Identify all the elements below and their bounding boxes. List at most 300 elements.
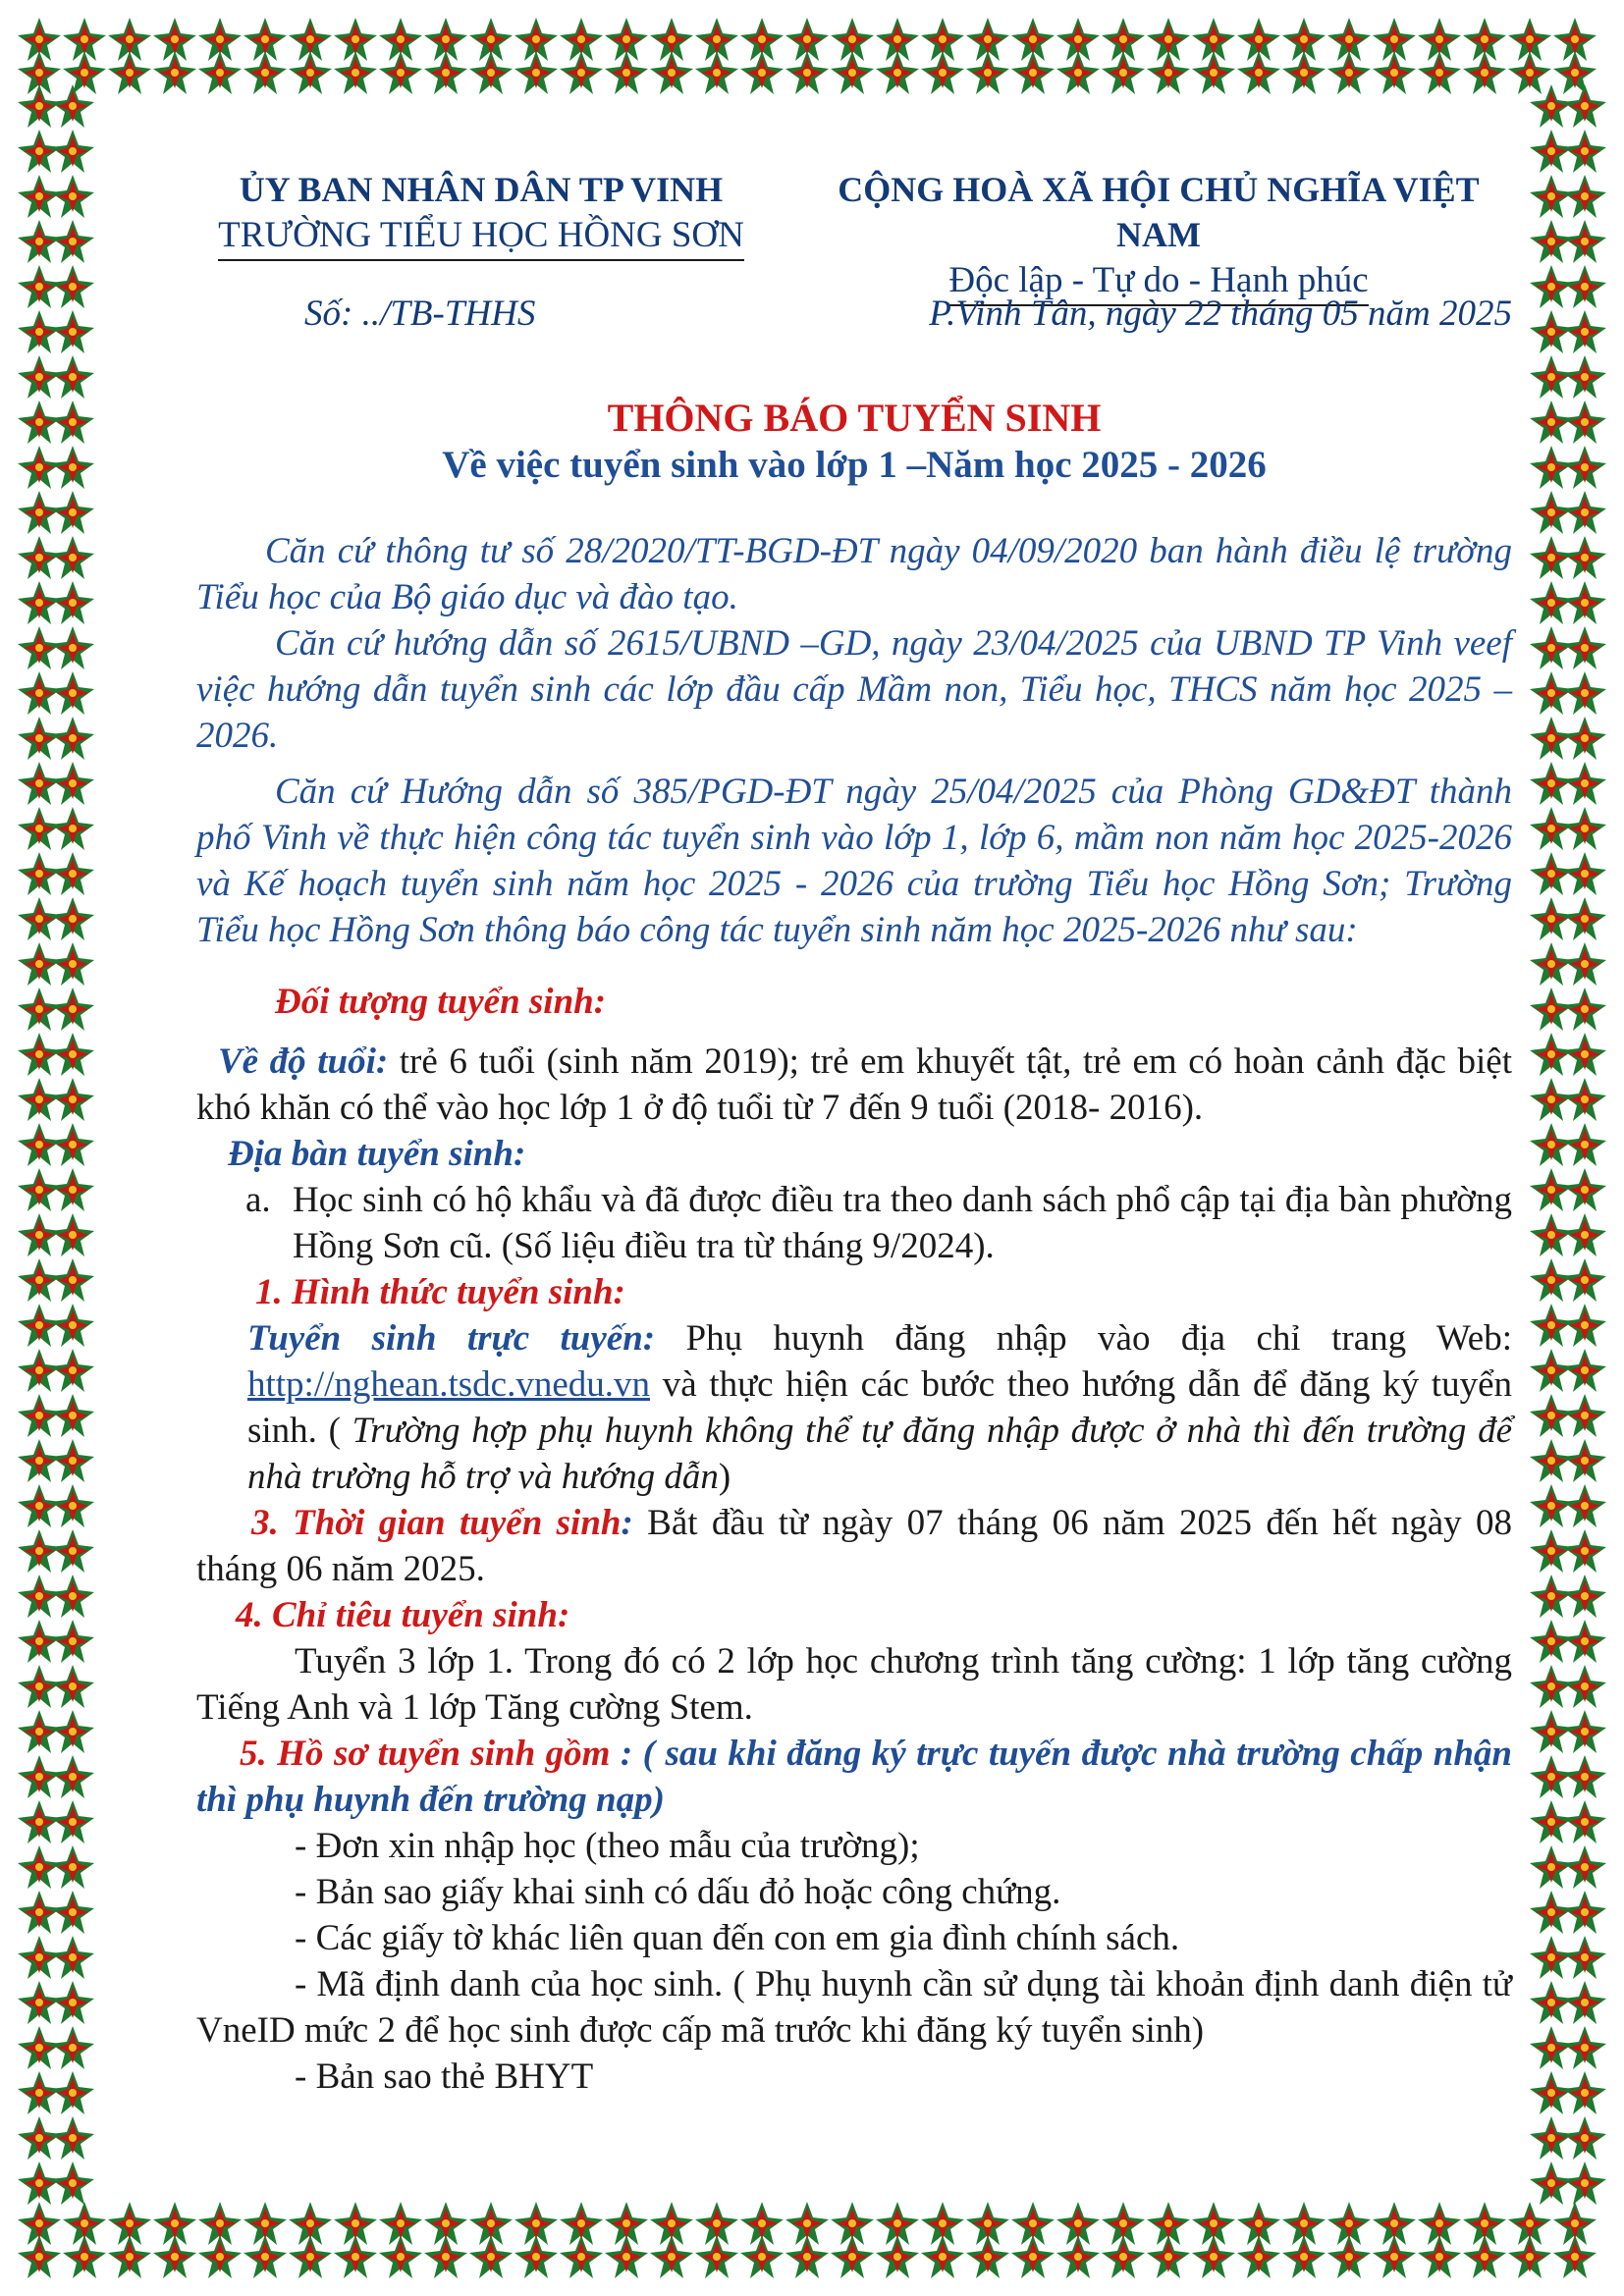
border-flower-icon	[1563, 1891, 1606, 1934]
border-flower-icon	[1508, 2235, 1551, 2278]
border-flower-icon	[1563, 175, 1606, 218]
border-flower-icon	[1563, 897, 1606, 940]
border-flower-icon	[921, 2202, 964, 2245]
border-flower-icon	[1553, 2202, 1597, 2245]
border-flower-icon	[831, 2235, 874, 2278]
border-flower-icon	[1530, 2026, 1573, 2069]
border-flower-icon	[51, 762, 94, 805]
border-flower-icon	[18, 1168, 61, 1211]
border-flower-icon	[1563, 807, 1606, 850]
border-flower-icon	[740, 2202, 784, 2245]
border-flower-icon	[1563, 1213, 1606, 1256]
border-flower-icon	[51, 175, 94, 218]
border-flower-icon	[1530, 310, 1573, 353]
border-flower-icon	[51, 671, 94, 715]
national-motto	[805, 167, 1512, 306]
border-flower-icon	[51, 400, 94, 444]
border-flower-icon	[1563, 1665, 1606, 1708]
border-flower-icon	[1237, 2202, 1280, 2245]
border-flower-icon	[51, 355, 94, 399]
border-flower-icon	[1563, 400, 1606, 444]
border-flower-icon	[18, 2202, 61, 2245]
border-flower-icon	[51, 2071, 94, 2114]
border-flower-icon	[51, 1394, 94, 1437]
border-flower-icon	[198, 2235, 242, 2278]
border-flower-icon	[695, 2235, 738, 2278]
quota-heading: 4. Chỉ tiêu tuyển sinh:	[236, 1595, 570, 1635]
border-flower-icon	[18, 446, 61, 489]
border-flower-icon	[740, 2235, 784, 2278]
border-flower-icon	[1530, 581, 1573, 624]
border-flower-icon	[18, 1394, 61, 1437]
border-flower-icon	[424, 2202, 467, 2245]
border-flower-icon	[1563, 717, 1606, 760]
border-flower-icon	[1563, 852, 1606, 895]
border-flower-icon	[1530, 2071, 1573, 2114]
border-flower-icon	[289, 2202, 332, 2245]
border-flower-icon	[1530, 1936, 1573, 1979]
border-flower-icon	[1192, 2202, 1235, 2245]
border-flower-icon	[51, 1891, 94, 1934]
border-flower-icon	[1530, 1665, 1573, 1708]
border-flower-icon	[1563, 265, 1606, 308]
border-flower-icon	[1373, 2235, 1416, 2278]
border-flower-icon	[1553, 51, 1597, 94]
border-flower-icon	[18, 1981, 61, 2024]
border-flower-icon	[1147, 2202, 1190, 2245]
border-flower-icon	[1530, 1258, 1573, 1302]
border-flower-icon	[334, 2235, 377, 2278]
border-flower-icon	[1530, 1620, 1573, 1663]
border-flower-icon	[876, 2235, 919, 2278]
border-flower-icon	[876, 2202, 919, 2245]
border-flower-icon	[18, 1936, 61, 1979]
border-flower-icon	[1530, 988, 1573, 1031]
border-flower-icon	[831, 2202, 874, 2245]
border-flower-icon	[1530, 1078, 1573, 1121]
border-flower-icon	[1563, 1349, 1606, 1392]
border-flower-icon	[1530, 807, 1573, 850]
border-flower-icon	[966, 2235, 1009, 2278]
border-flower-icon	[1530, 897, 1573, 940]
border-flower-icon	[1192, 2235, 1235, 2278]
border-flower-icon	[1327, 2235, 1371, 2278]
border-flower-icon	[51, 1033, 94, 1076]
document-number: Số: ../TB-THHS	[304, 294, 536, 334]
border-flower-icon	[1563, 2116, 1606, 2160]
border-flower-icon	[1563, 1529, 1606, 1573]
border-flower-icon	[51, 1258, 94, 1302]
border-flower-icon	[51, 897, 94, 940]
border-flower-icon	[1011, 2235, 1055, 2278]
border-flower-icon	[63, 51, 106, 94]
registration-link[interactable]: http://nghean.tsdc.vnedu.vn	[247, 1364, 651, 1405]
border-flower-icon	[51, 1665, 94, 1708]
border-flower-icon	[605, 2202, 648, 2245]
border-flower-icon	[18, 1033, 61, 1076]
border-flower-icon	[51, 446, 94, 489]
border-flower-icon	[1530, 1213, 1573, 1256]
border-flower-icon	[153, 2235, 196, 2278]
border-flower-icon	[51, 1529, 94, 1573]
border-flower-icon	[514, 2202, 558, 2245]
assistance-note: Trường hợp phụ huynh không thể tự đăng nhập được ở nhà thì đến trường để nhà trường hỗ trợ và hướng dẫn	[247, 1411, 1512, 1497]
quota-text: Tuyển 3 lớp 1. Trong đó có 2 lớp học chương trình tăng cường: 1 lớp tăng cường Tiếng Anh và 1 lớp Tăng cường Stem.	[196, 1641, 1512, 1728]
border-flower-icon	[1102, 51, 1145, 94]
authority-name: ỦY BAN NHÂN DÂN TP VINH	[239, 170, 724, 209]
border-flower-icon	[51, 1213, 94, 1256]
border-flower-icon	[51, 491, 94, 534]
border-flower-icon	[1530, 671, 1573, 715]
border-flower-icon	[1530, 220, 1573, 263]
border-flower-icon	[424, 2235, 467, 2278]
border-flower-icon	[1563, 310, 1606, 353]
border-flower-icon	[51, 2026, 94, 2069]
border-flower-icon	[51, 1845, 94, 1889]
border-flower-icon	[605, 2235, 648, 2278]
border-flower-icon	[605, 51, 648, 94]
border-flower-icon	[51, 536, 94, 579]
country-name: CỘNG HOÀ XÃ HỘI CHỦ NGHĨA VIỆT NAM	[838, 170, 1480, 254]
border-flower-icon	[51, 1620, 94, 1663]
border-flower-icon	[1563, 942, 1606, 986]
form-paragraph	[196, 1315, 1512, 1500]
border-flower-icon	[51, 2162, 94, 2205]
age-text: trẻ 6 tuổi (sinh năm 2019); trẻ em khuyết tật, trẻ em có hoàn cảnh đặc biệt khó khăn có thể vào học lớp 1 ở độ tuổi từ 7 đến 9 tuổi (2018- 2016).	[196, 1041, 1512, 1128]
border-flower-icon	[1147, 2235, 1190, 2278]
border-flower-icon	[379, 2202, 422, 2245]
border-flower-icon	[51, 626, 94, 669]
area-item	[196, 1177, 1512, 1269]
border-flower-icon	[1530, 1349, 1573, 1392]
border-flower-icon	[1327, 2202, 1371, 2245]
border-flower-icon	[51, 2116, 94, 2160]
border-flower-icon	[18, 130, 61, 173]
border-flower-icon	[51, 1168, 94, 1211]
page-title: THÔNG BÁO TUYỂN SINH	[607, 396, 1102, 440]
document-item: - Mã định danh của học sinh. ( Phụ huynh cần sử dụng tài khoản định danh điện tử VneID mức 2 để học sinh được cấp mã trước khi đăng ký tuyển sinh)	[196, 1964, 1512, 2051]
border-flower-icon	[1508, 51, 1551, 94]
border-flower-icon	[1011, 2202, 1055, 2245]
border-flower-icon	[63, 2235, 106, 2278]
border-flower-icon	[1563, 581, 1606, 624]
border-flower-icon	[51, 1078, 94, 1121]
border-flower-icon	[51, 852, 94, 895]
border-flower-icon	[1563, 1394, 1606, 1437]
border-flower-icon	[1563, 1800, 1606, 1843]
border-flower-icon	[1282, 2235, 1326, 2278]
border-flower-icon	[1563, 446, 1606, 489]
border-flower-icon	[1563, 1936, 1606, 1979]
time-text: Bắt đầu từ ngày 07 tháng 06 năm 2025 đến hết ngày 08 tháng 06 năm 2025.	[196, 1503, 1512, 1589]
border-flower-icon	[1563, 2071, 1606, 2114]
border-flower-icon	[1530, 1710, 1573, 1753]
border-flower-icon	[18, 1484, 61, 1527]
border-flower-icon	[108, 2235, 151, 2278]
page-subtitle: Về việc tuyển sinh vào lớp 1 –Năm học 2025 - 2026	[442, 444, 1267, 486]
border-flower-icon	[1530, 942, 1573, 986]
border-flower-icon	[1530, 1484, 1573, 1527]
border-flower-icon	[51, 1710, 94, 1753]
border-flower-icon	[1508, 2202, 1551, 2245]
border-flower-icon	[1563, 1123, 1606, 1166]
border-flower-icon	[51, 1755, 94, 1798]
border-flower-icon	[921, 2235, 964, 2278]
border-flower-icon	[18, 852, 61, 895]
border-flower-icon	[1530, 1845, 1573, 1889]
border-flower-icon	[966, 2202, 1009, 2245]
border-flower-icon	[18, 265, 61, 308]
border-flower-icon	[740, 51, 784, 94]
border-flower-icon	[1056, 51, 1100, 94]
border-flower-icon	[1530, 175, 1573, 218]
reference-row	[196, 291, 1512, 346]
border-flower-icon	[1563, 988, 1606, 1031]
border-flower-icon	[18, 220, 61, 263]
time-paragraph	[196, 1500, 1512, 1592]
border-flower-icon	[831, 51, 874, 94]
border-flower-icon	[198, 2202, 242, 2245]
border-flower-icon	[18, 1258, 61, 1302]
border-flower-icon	[650, 51, 693, 94]
documents-paragraph	[196, 1731, 1512, 1823]
target-heading: Đối tượng tuyển sinh:	[275, 982, 607, 1022]
document-item: - Bản sao giấy khai sinh có dấu đỏ hoặc công chứng.	[295, 1872, 1061, 1912]
border-flower-icon	[18, 1891, 61, 1934]
border-flower-icon	[1530, 1891, 1573, 1934]
border-flower-icon	[18, 1078, 61, 1121]
area-heading: Địa bàn tuyển sinh:	[228, 1134, 526, 1174]
border-flower-icon	[18, 626, 61, 669]
border-flower-icon	[1553, 2235, 1597, 2278]
border-flower-icon	[1530, 2116, 1573, 2160]
border-flower-icon	[1563, 1620, 1606, 1663]
border-flower-icon	[63, 2202, 106, 2245]
border-flower-icon	[1418, 2235, 1461, 2278]
border-flower-icon	[379, 51, 422, 94]
border-flower-icon	[1530, 265, 1573, 308]
border-flower-icon	[18, 1304, 61, 1347]
border-flower-icon	[1530, 355, 1573, 399]
border-flower-icon	[334, 2202, 377, 2245]
border-flower-icon	[1530, 2162, 1573, 2205]
border-flower-icon	[1530, 762, 1573, 805]
border-flower-icon	[18, 84, 61, 128]
border-flower-icon	[289, 51, 332, 94]
border-flower-icon	[469, 2235, 513, 2278]
border-flower-icon	[18, 671, 61, 715]
issuing-authority	[196, 167, 766, 261]
border-flower-icon	[1147, 51, 1190, 94]
border-flower-icon	[1282, 51, 1326, 94]
age-requirement	[196, 1039, 1512, 1131]
border-flower-icon	[244, 2202, 287, 2245]
border-flower-icon	[379, 2235, 422, 2278]
preamble-paragraph: Căn cứ hướng dẫn số 2615/UBND –GD, ngày 23/04/2025 của UBND TP Vinh veef việc hướng dẫn tuyển sinh các lớp đầu cấp Mầm non, Tiểu học, THCS năm học 2025 – 2026.	[196, 623, 1512, 756]
border-flower-icon	[1102, 2235, 1145, 2278]
border-flower-icon	[876, 51, 919, 94]
after-url-text: và thực hiện các bước theo hướng dẫn để đăng ký tuyển sinh. (	[247, 1364, 1512, 1451]
document-item: - Bản sao thẻ BHYT	[295, 2056, 594, 2097]
border-flower-icon	[18, 942, 61, 986]
border-flower-icon	[469, 2202, 513, 2245]
border-flower-icon	[1192, 51, 1235, 94]
border-flower-icon	[244, 2235, 287, 2278]
document-header	[196, 167, 1512, 300]
border-flower-icon	[966, 51, 1009, 94]
border-flower-icon	[51, 1800, 94, 1843]
border-flower-icon	[18, 491, 61, 534]
border-flower-icon	[1563, 1168, 1606, 1211]
border-flower-icon	[198, 51, 242, 94]
border-flower-icon	[18, 1213, 61, 1256]
border-flower-icon	[18, 1439, 61, 1482]
border-flower-icon	[921, 51, 964, 94]
border-flower-icon	[1563, 536, 1606, 579]
border-flower-icon	[51, 581, 94, 624]
documents-heading-note: : ( sau khi đăng ký trực tuyến được nhà trường chấp nhận thì phụ huynh đến trường nạp)	[196, 1734, 1512, 1820]
border-flower-icon	[18, 988, 61, 1031]
border-flower-icon	[1530, 130, 1573, 173]
border-flower-icon	[1530, 536, 1573, 579]
border-flower-icon	[1011, 51, 1055, 94]
border-flower-icon	[1530, 491, 1573, 534]
border-flower-icon	[18, 581, 61, 624]
documents-heading: 5. Hồ sơ tuyển sinh gồm	[240, 1734, 611, 1774]
border-flower-icon	[1530, 1123, 1573, 1166]
document-page	[196, 167, 1512, 2130]
border-flower-icon	[469, 51, 513, 94]
border-flower-icon	[51, 1349, 94, 1392]
border-flower-icon	[424, 51, 467, 94]
border-flower-icon	[514, 51, 558, 94]
border-flower-icon	[1530, 1304, 1573, 1347]
border-flower-icon	[18, 175, 61, 218]
border-flower-icon	[18, 2116, 61, 2160]
border-flower-icon	[18, 2235, 61, 2278]
border-flower-icon	[1530, 1981, 1573, 2024]
border-flower-icon	[560, 2202, 603, 2245]
border-flower-icon	[1056, 2202, 1100, 2245]
border-flower-icon	[560, 2235, 603, 2278]
border-flower-icon	[1563, 130, 1606, 173]
border-flower-icon	[1530, 1439, 1573, 1482]
border-flower-icon	[1563, 1575, 1606, 1618]
border-flower-icon	[514, 2235, 558, 2278]
border-flower-icon	[18, 897, 61, 940]
border-flower-icon	[18, 1575, 61, 1618]
border-flower-icon	[1530, 1033, 1573, 1076]
border-flower-icon	[1563, 2026, 1606, 2069]
border-flower-icon	[18, 2026, 61, 2069]
border-flower-icon	[785, 2235, 829, 2278]
border-flower-icon	[18, 2162, 61, 2205]
border-flower-icon	[1563, 220, 1606, 263]
border-flower-icon	[1102, 2202, 1145, 2245]
border-flower-icon	[51, 717, 94, 760]
border-flower-icon	[1530, 1529, 1573, 1573]
border-flower-icon	[1530, 1755, 1573, 1798]
online-text: Phụ huynh đăng nhập vào địa chỉ trang Web:	[655, 1318, 1513, 1359]
border-flower-icon	[1563, 355, 1606, 399]
border-flower-icon	[51, 265, 94, 308]
border-flower-icon	[51, 942, 94, 986]
border-flower-icon	[1530, 1168, 1573, 1211]
document-item: - Đơn xin nhập học (theo mẫu của trường);	[295, 1826, 920, 1866]
border-flower-icon	[1563, 84, 1606, 128]
border-flower-icon	[1563, 1981, 1606, 2024]
border-flower-icon	[1563, 1033, 1606, 1076]
border-flower-icon	[1418, 2202, 1461, 2245]
border-flower-icon	[18, 2071, 61, 2114]
border-flower-icon	[18, 400, 61, 444]
border-flower-icon	[18, 1800, 61, 1843]
border-flower-icon	[18, 1620, 61, 1663]
border-flower-icon	[785, 2202, 829, 2245]
border-flower-icon	[1418, 51, 1461, 94]
border-flower-icon	[51, 310, 94, 353]
border-flower-icon	[18, 310, 61, 353]
border-flower-icon	[1563, 2162, 1606, 2205]
online-label: Tuyển sinh trực tuyến:	[247, 1318, 656, 1359]
border-flower-icon	[1530, 626, 1573, 669]
border-flower-icon	[18, 1755, 61, 1798]
border-flower-icon	[18, 807, 61, 850]
border-flower-icon	[18, 1710, 61, 1753]
border-flower-icon	[51, 1439, 94, 1482]
border-flower-icon	[18, 355, 61, 399]
border-flower-icon	[289, 2235, 332, 2278]
border-flower-icon	[1327, 51, 1371, 94]
border-flower-icon	[1563, 1304, 1606, 1347]
border-flower-icon	[51, 84, 94, 128]
border-flower-icon	[51, 1123, 94, 1166]
border-flower-icon	[51, 1304, 94, 1347]
border-flower-icon	[18, 717, 61, 760]
border-flower-icon	[695, 2202, 738, 2245]
border-flower-icon	[51, 130, 94, 173]
form-heading: 1. Hình thức tuyển sinh:	[255, 1272, 625, 1312]
border-flower-icon	[18, 1529, 61, 1573]
border-flower-icon	[1530, 852, 1573, 895]
place-date: P.Vinh Tân, ngày 22 tháng 05 năm 2025	[929, 294, 1512, 334]
border-flower-icon	[1563, 1078, 1606, 1121]
border-flower-icon	[1563, 1439, 1606, 1482]
border-flower-icon	[1056, 2235, 1100, 2278]
border-flower-icon	[1530, 446, 1573, 489]
border-flower-icon	[1463, 51, 1506, 94]
border-flower-icon	[51, 988, 94, 1031]
time-colon: :	[621, 1503, 633, 1543]
border-flower-icon	[1563, 1710, 1606, 1753]
preamble-paragraph: Căn cứ thông tư số 28/2020/TT-BGD-ĐT ngày 04/09/2020 ban hành điều lệ trường Tiểu học của Bộ giáo dục và đào tạo.	[196, 531, 1512, 617]
border-flower-icon	[1563, 626, 1606, 669]
border-flower-icon	[650, 2235, 693, 2278]
border-flower-icon	[1530, 1800, 1573, 1843]
border-flower-icon	[244, 51, 287, 94]
border-flower-icon	[1282, 2202, 1326, 2245]
motto: Độc lập - Tự do - Hạnh phúc	[948, 257, 1368, 306]
border-flower-icon	[334, 51, 377, 94]
border-flower-icon	[1237, 2235, 1280, 2278]
border-flower-icon	[18, 1123, 61, 1166]
border-flower-icon	[1373, 51, 1416, 94]
border-flower-icon	[1563, 491, 1606, 534]
border-flower-icon	[1463, 2235, 1506, 2278]
time-heading: 3. Thời gian tuyển sinh	[251, 1503, 622, 1543]
border-flower-icon	[18, 1665, 61, 1708]
border-flower-icon	[785, 51, 829, 94]
